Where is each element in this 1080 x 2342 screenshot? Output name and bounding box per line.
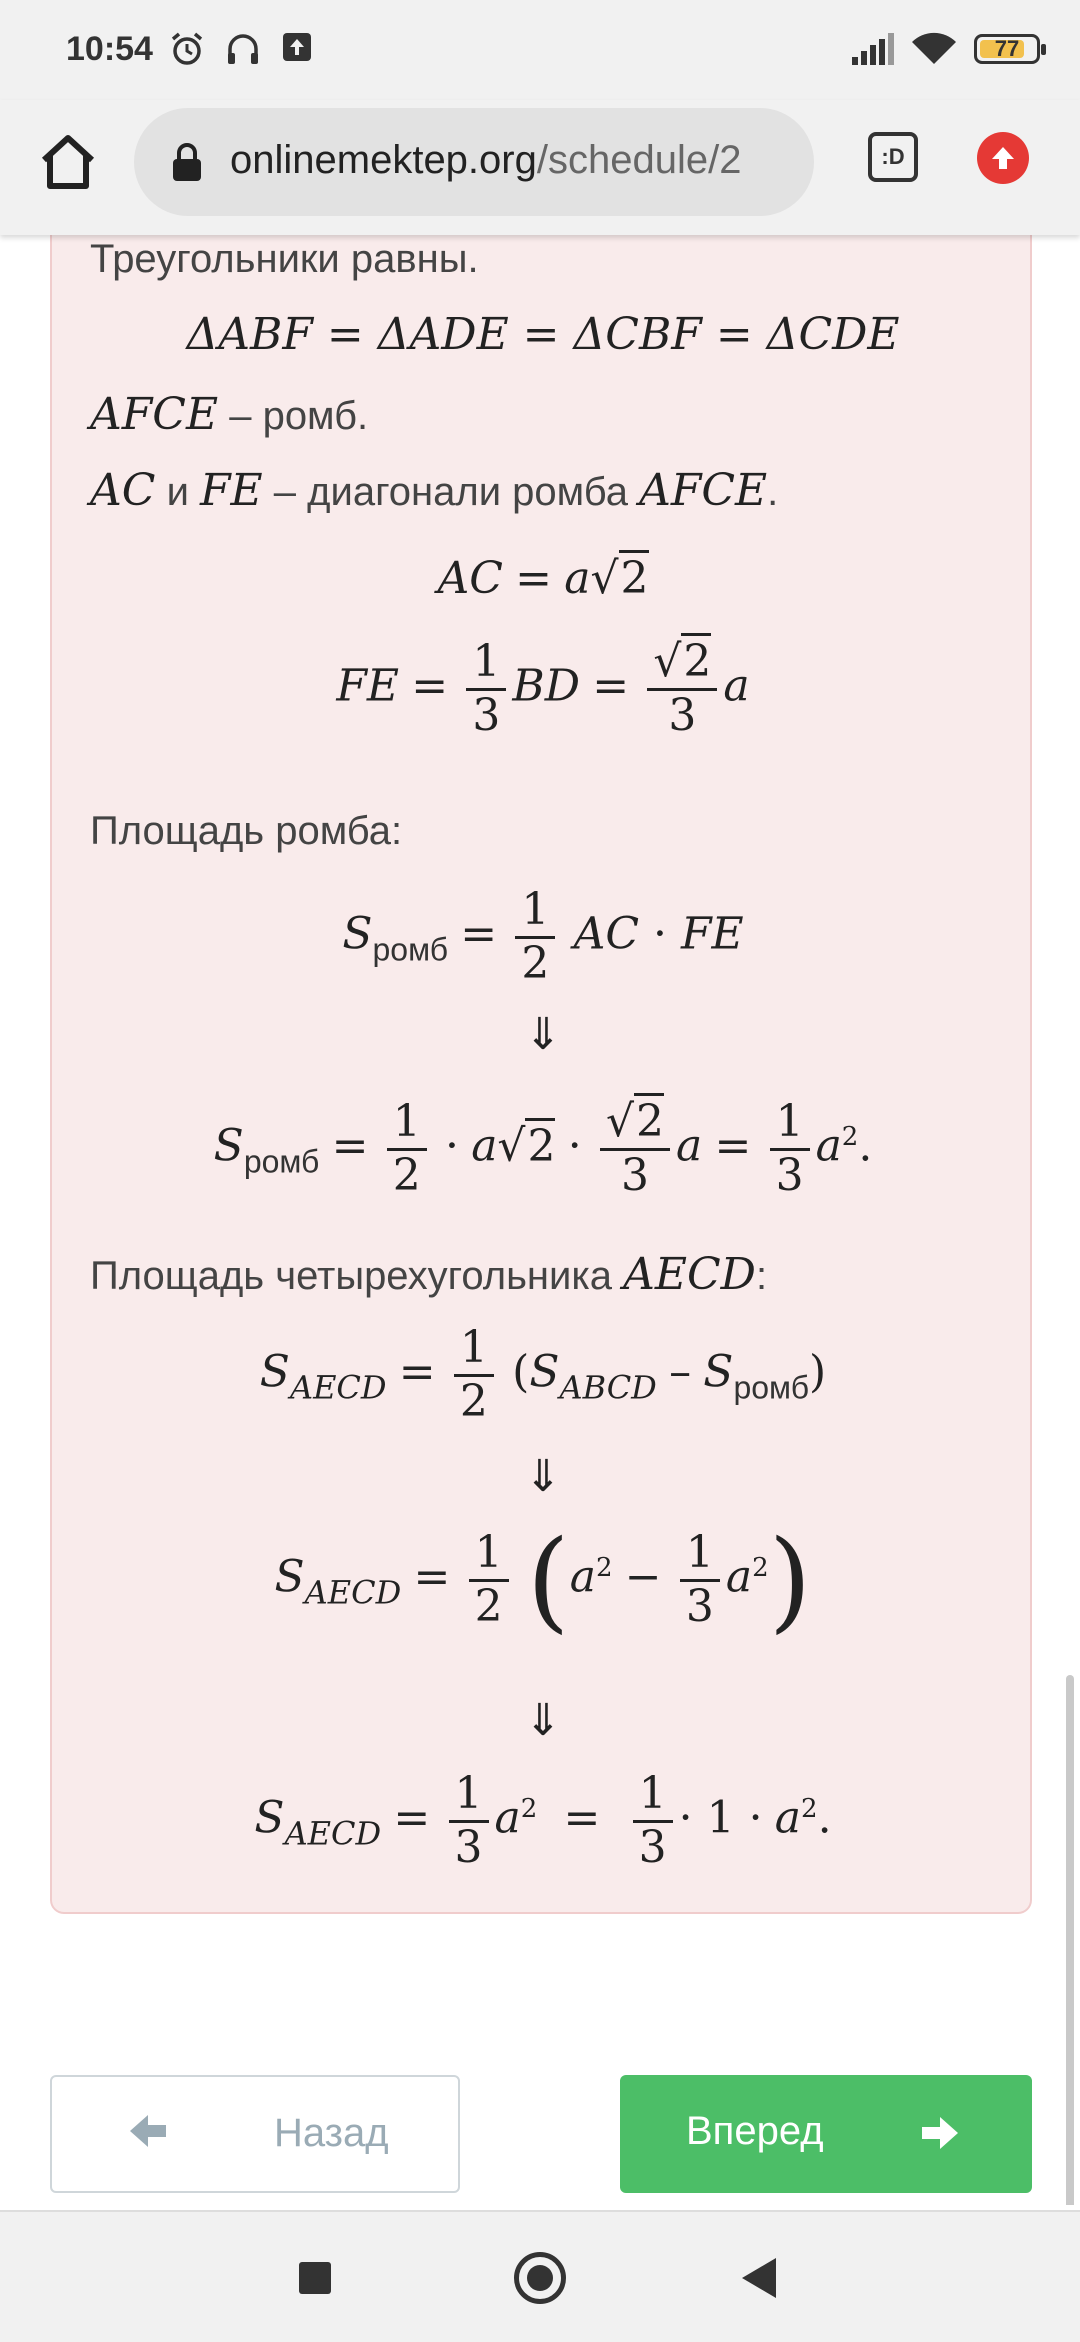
url-text: onlinemektep.org/schedule/2	[230, 138, 742, 182]
tab-switcher-button[interactable]: :D	[868, 132, 918, 182]
formula-fe: FE = $\frac{1}{3}$ BD = $\frac{√2}{3}$ a	[52, 637, 1034, 741]
address-bar[interactable]	[134, 108, 814, 216]
formula-equal-triangles: ΔABF = ΔADE = ΔCBF = ΔCDE	[186, 309, 900, 360]
update-button[interactable]	[977, 132, 1029, 184]
formula-ac: AC = a√2	[52, 553, 1034, 604]
formula-rhombus-area: $S_{ромб}$ = $\frac{1}{2}$ AC · FE	[342, 884, 744, 989]
solution-card	[50, 235, 1032, 1914]
next-button[interactable]	[620, 2075, 1032, 2193]
home-icon[interactable]	[36, 130, 100, 194]
status-time: 10:54	[66, 30, 153, 68]
arrow-left-icon	[126, 2109, 170, 2153]
headphones-icon	[224, 30, 262, 68]
back-button[interactable]	[50, 2075, 460, 2193]
formula-quad-area-result: $S_{AECD}$ = $\frac{1}{3}$ $a^2$ = $\frac{1}{3}$ · $1 \cdot a^2$.	[254, 1768, 832, 1873]
scrollbar[interactable]	[1066, 1675, 1074, 2205]
recents-icon[interactable]	[299, 2262, 331, 2294]
home-circle-icon[interactable]	[514, 2252, 566, 2304]
implies-arrow-3: ⇓	[524, 1696, 562, 1745]
text-diagonals: AC и FE – диагонали ромба AFCE.	[90, 465, 779, 516]
wifi-icon	[912, 32, 956, 66]
battery-indicator: 77	[974, 34, 1040, 64]
arrow-right-icon	[918, 2111, 962, 2155]
text-rhombus: AFCE – ромб.	[90, 389, 369, 440]
text-rhombus-area: Площадь ромба:	[90, 809, 403, 853]
system-navigation-bar	[0, 2210, 1080, 2342]
upload-notification-icon	[280, 30, 314, 64]
signal-icon	[850, 33, 894, 65]
lock-icon	[170, 142, 204, 182]
back-button-label: Назад	[274, 2111, 389, 2155]
alarm-icon	[168, 30, 206, 68]
page-content	[0, 235, 1080, 2205]
text-triangles-equal: Треугольники равны.	[90, 237, 479, 281]
text-quad-area: Площадь четырехугольника AECD:	[90, 1249, 768, 1300]
next-button-label: Вперед	[686, 2109, 824, 2153]
formula-quad-area-substituted: $S_{AECD}$ = $\frac{1}{2}$ ($a^2$ − $\frac{1}{3}$ $a^2$)	[274, 1516, 812, 1644]
back-triangle-icon[interactable]	[742, 2258, 776, 2298]
implies-arrow-1: ⇓	[524, 1010, 562, 1059]
browser-toolbar	[0, 100, 1080, 235]
formula-rhombus-area-value: $S_{ромб}$ = $\frac{1}{2}$ · a√2 · $\frac{√2}{3}$ a = $\frac{1}{3}$ $a^2$.	[52, 1097, 1034, 1201]
status-bar	[0, 0, 1080, 100]
implies-arrow-2: ⇓	[524, 1452, 562, 1501]
formula-quad-area: $S_{AECD}$ = $\frac{1}{2}$ $(S_{ABCD} - S_{ромб})$	[259, 1322, 827, 1427]
arrow-up-icon	[988, 143, 1018, 173]
